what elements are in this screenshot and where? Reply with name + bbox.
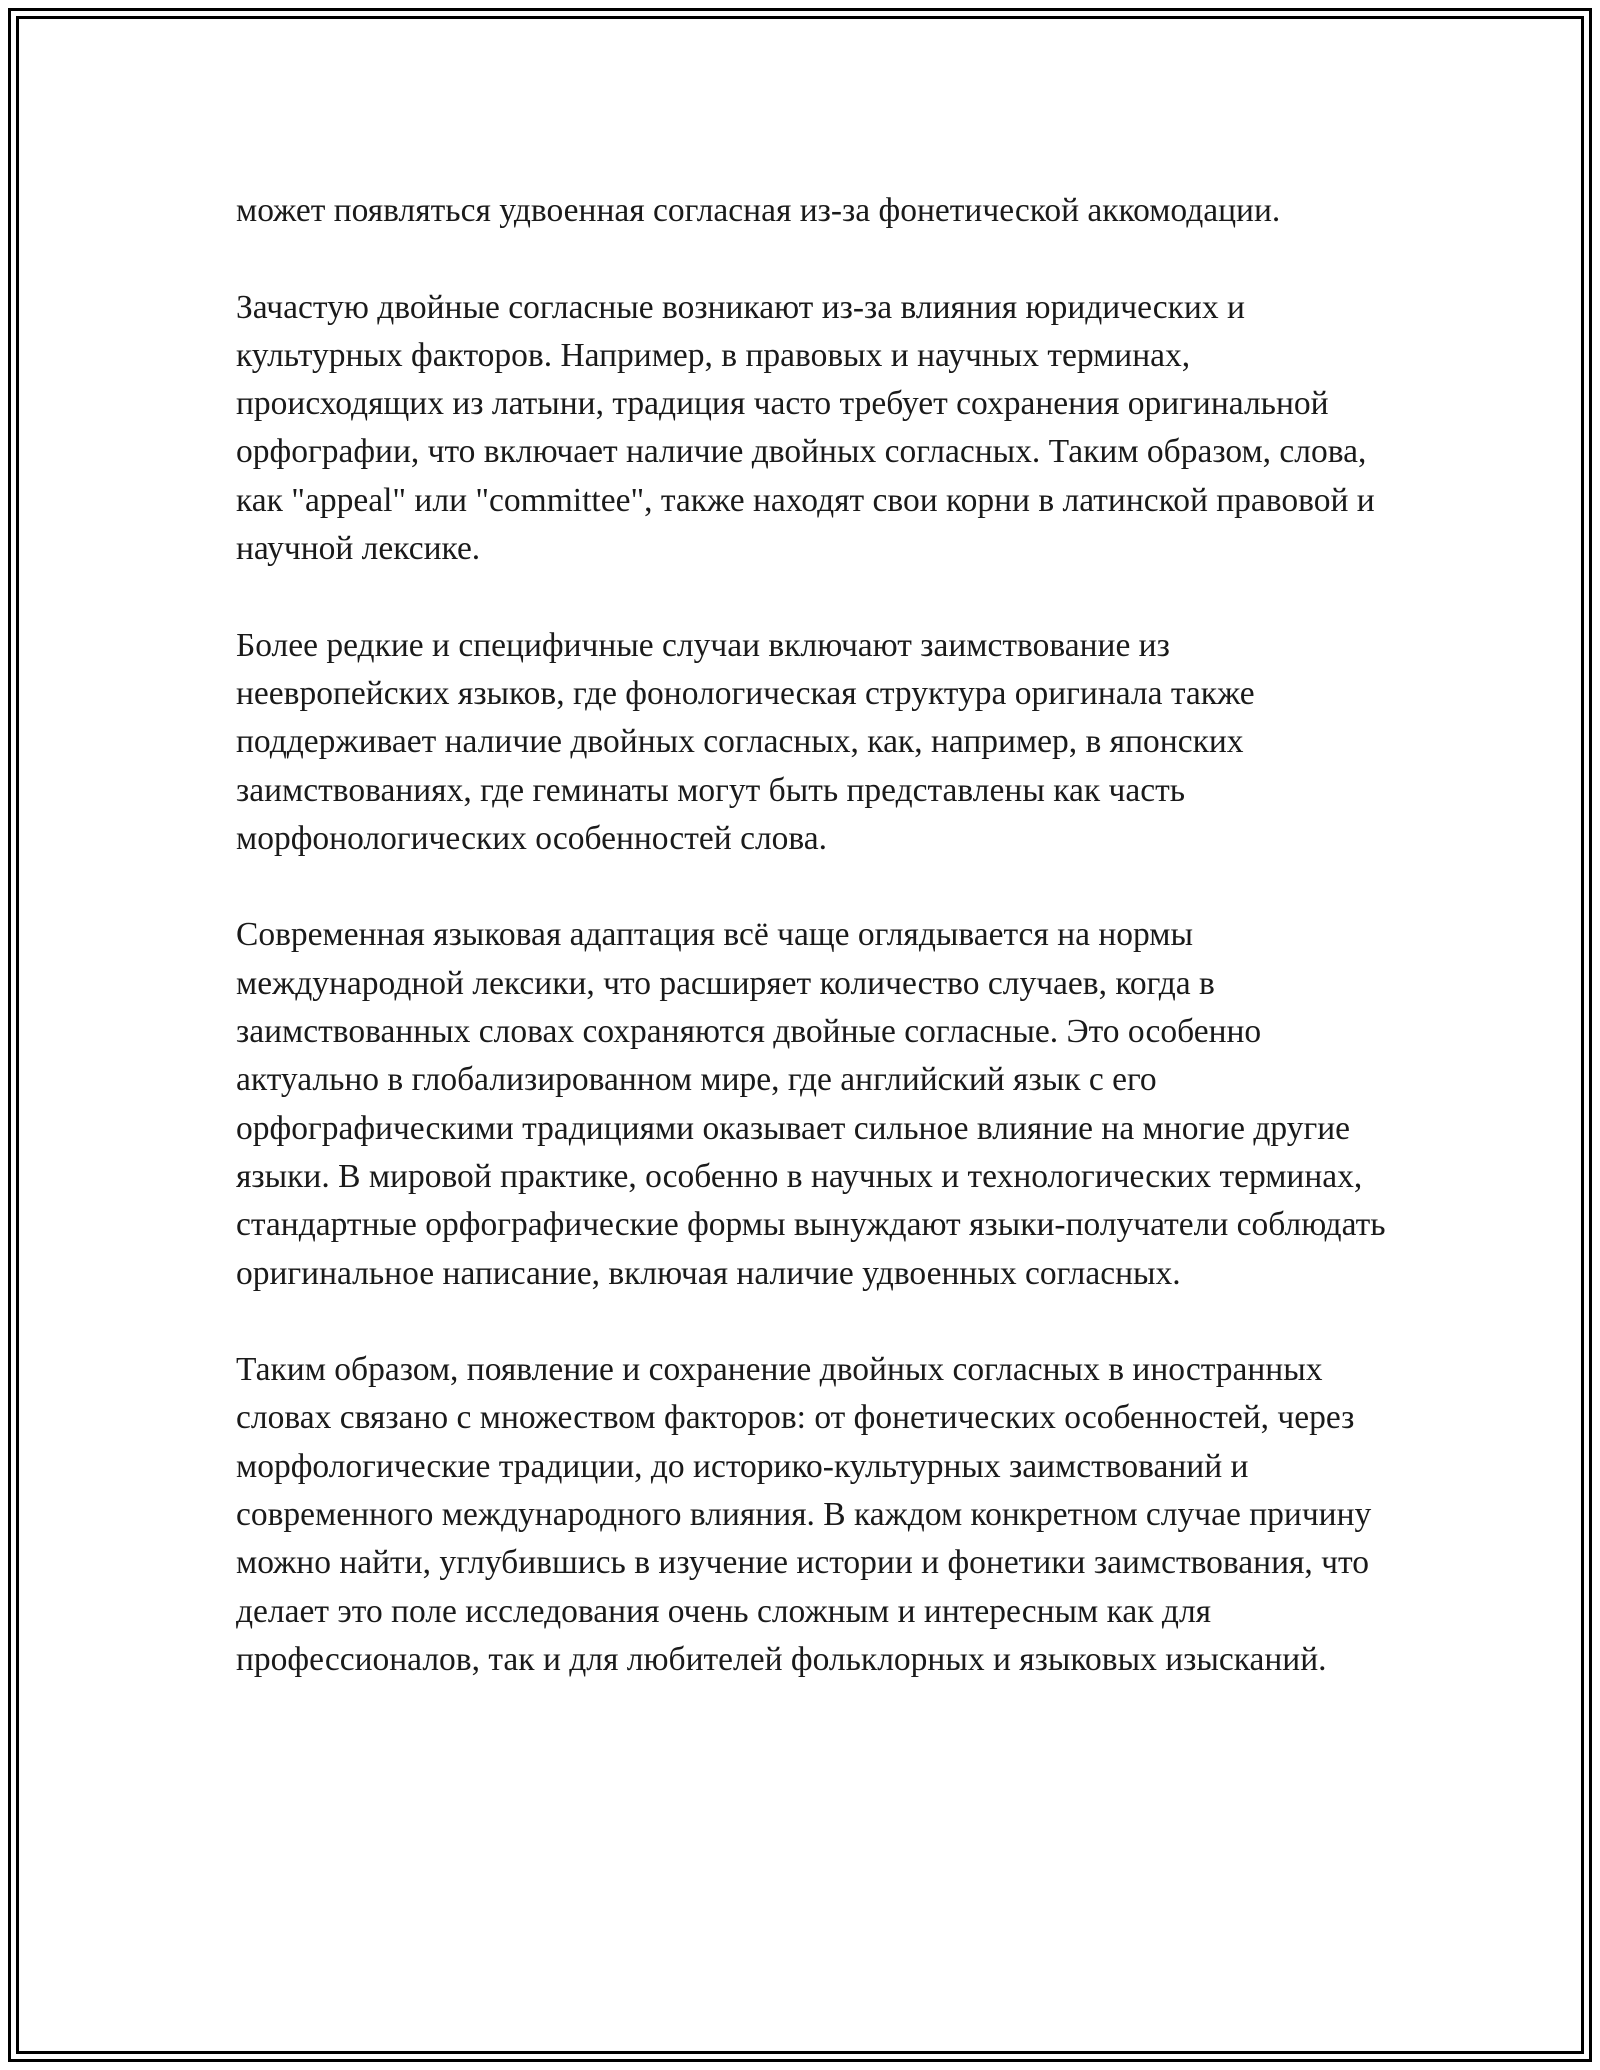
paragraph-5: Таким образом, появление и сохранение двойных согласных в иностранных словах связано с множеством факторов: от фонетических особенностей, через морфологические традиции, до историко-культурных заимствований и современного международного влияния. В каждом конкретном случае причину можно найти, углубившись в изучение истории и фонетики заимствования, что делает это поле исследования очень сложным и интересным как для профессионалов, так и для любителей фольклорных и языковых изысканий. <box>236 1351 1372 1678</box>
paragraph-3: Более редкие и специфичные случаи включают заимствование из неевропейских языков, где фонологическая структура оригинала также поддерживает наличие двойных согласных, как, например, в японских заимствованиях, где геминаты могут быть представлены как часть морфонологических особенностей слова. <box>236 626 1255 857</box>
paragraph-1: может появляться удвоенная согласная из-за фонетической аккомодации. <box>236 192 1281 229</box>
paragraph-2: Зачастую двойные согласные возникают из-за влияния юридических и культурных факторов. Например, в правовых и научных терминах, происходящих из латыни, традиция часто требует сохранения оригинальной орфографии, что включает наличие двойных согласных. Таким образом, слова, как "appeal" или "committee", также находят свои корни в латинской правовой и научной лексике. <box>236 288 1375 568</box>
document-body <box>236 187 1386 1684</box>
paragraph-4: Современная языковая адаптация всё чаще оглядывается на нормы международной лексики, что расширяет количество случаев, когда в заимствованных словах сохраняются двойные согласные. Это особенно актуально в глобализированном мире, где английский язык с его орфографическими традициями оказывает сильное влияние на многие другие языки. В мировой практике, особенно в научных и технологических терминах, стандартные орфографические формы вынуждают языки-получатели соблюдать оригинальное написание, включая наличие удвоенных согласных. <box>236 916 1386 1292</box>
